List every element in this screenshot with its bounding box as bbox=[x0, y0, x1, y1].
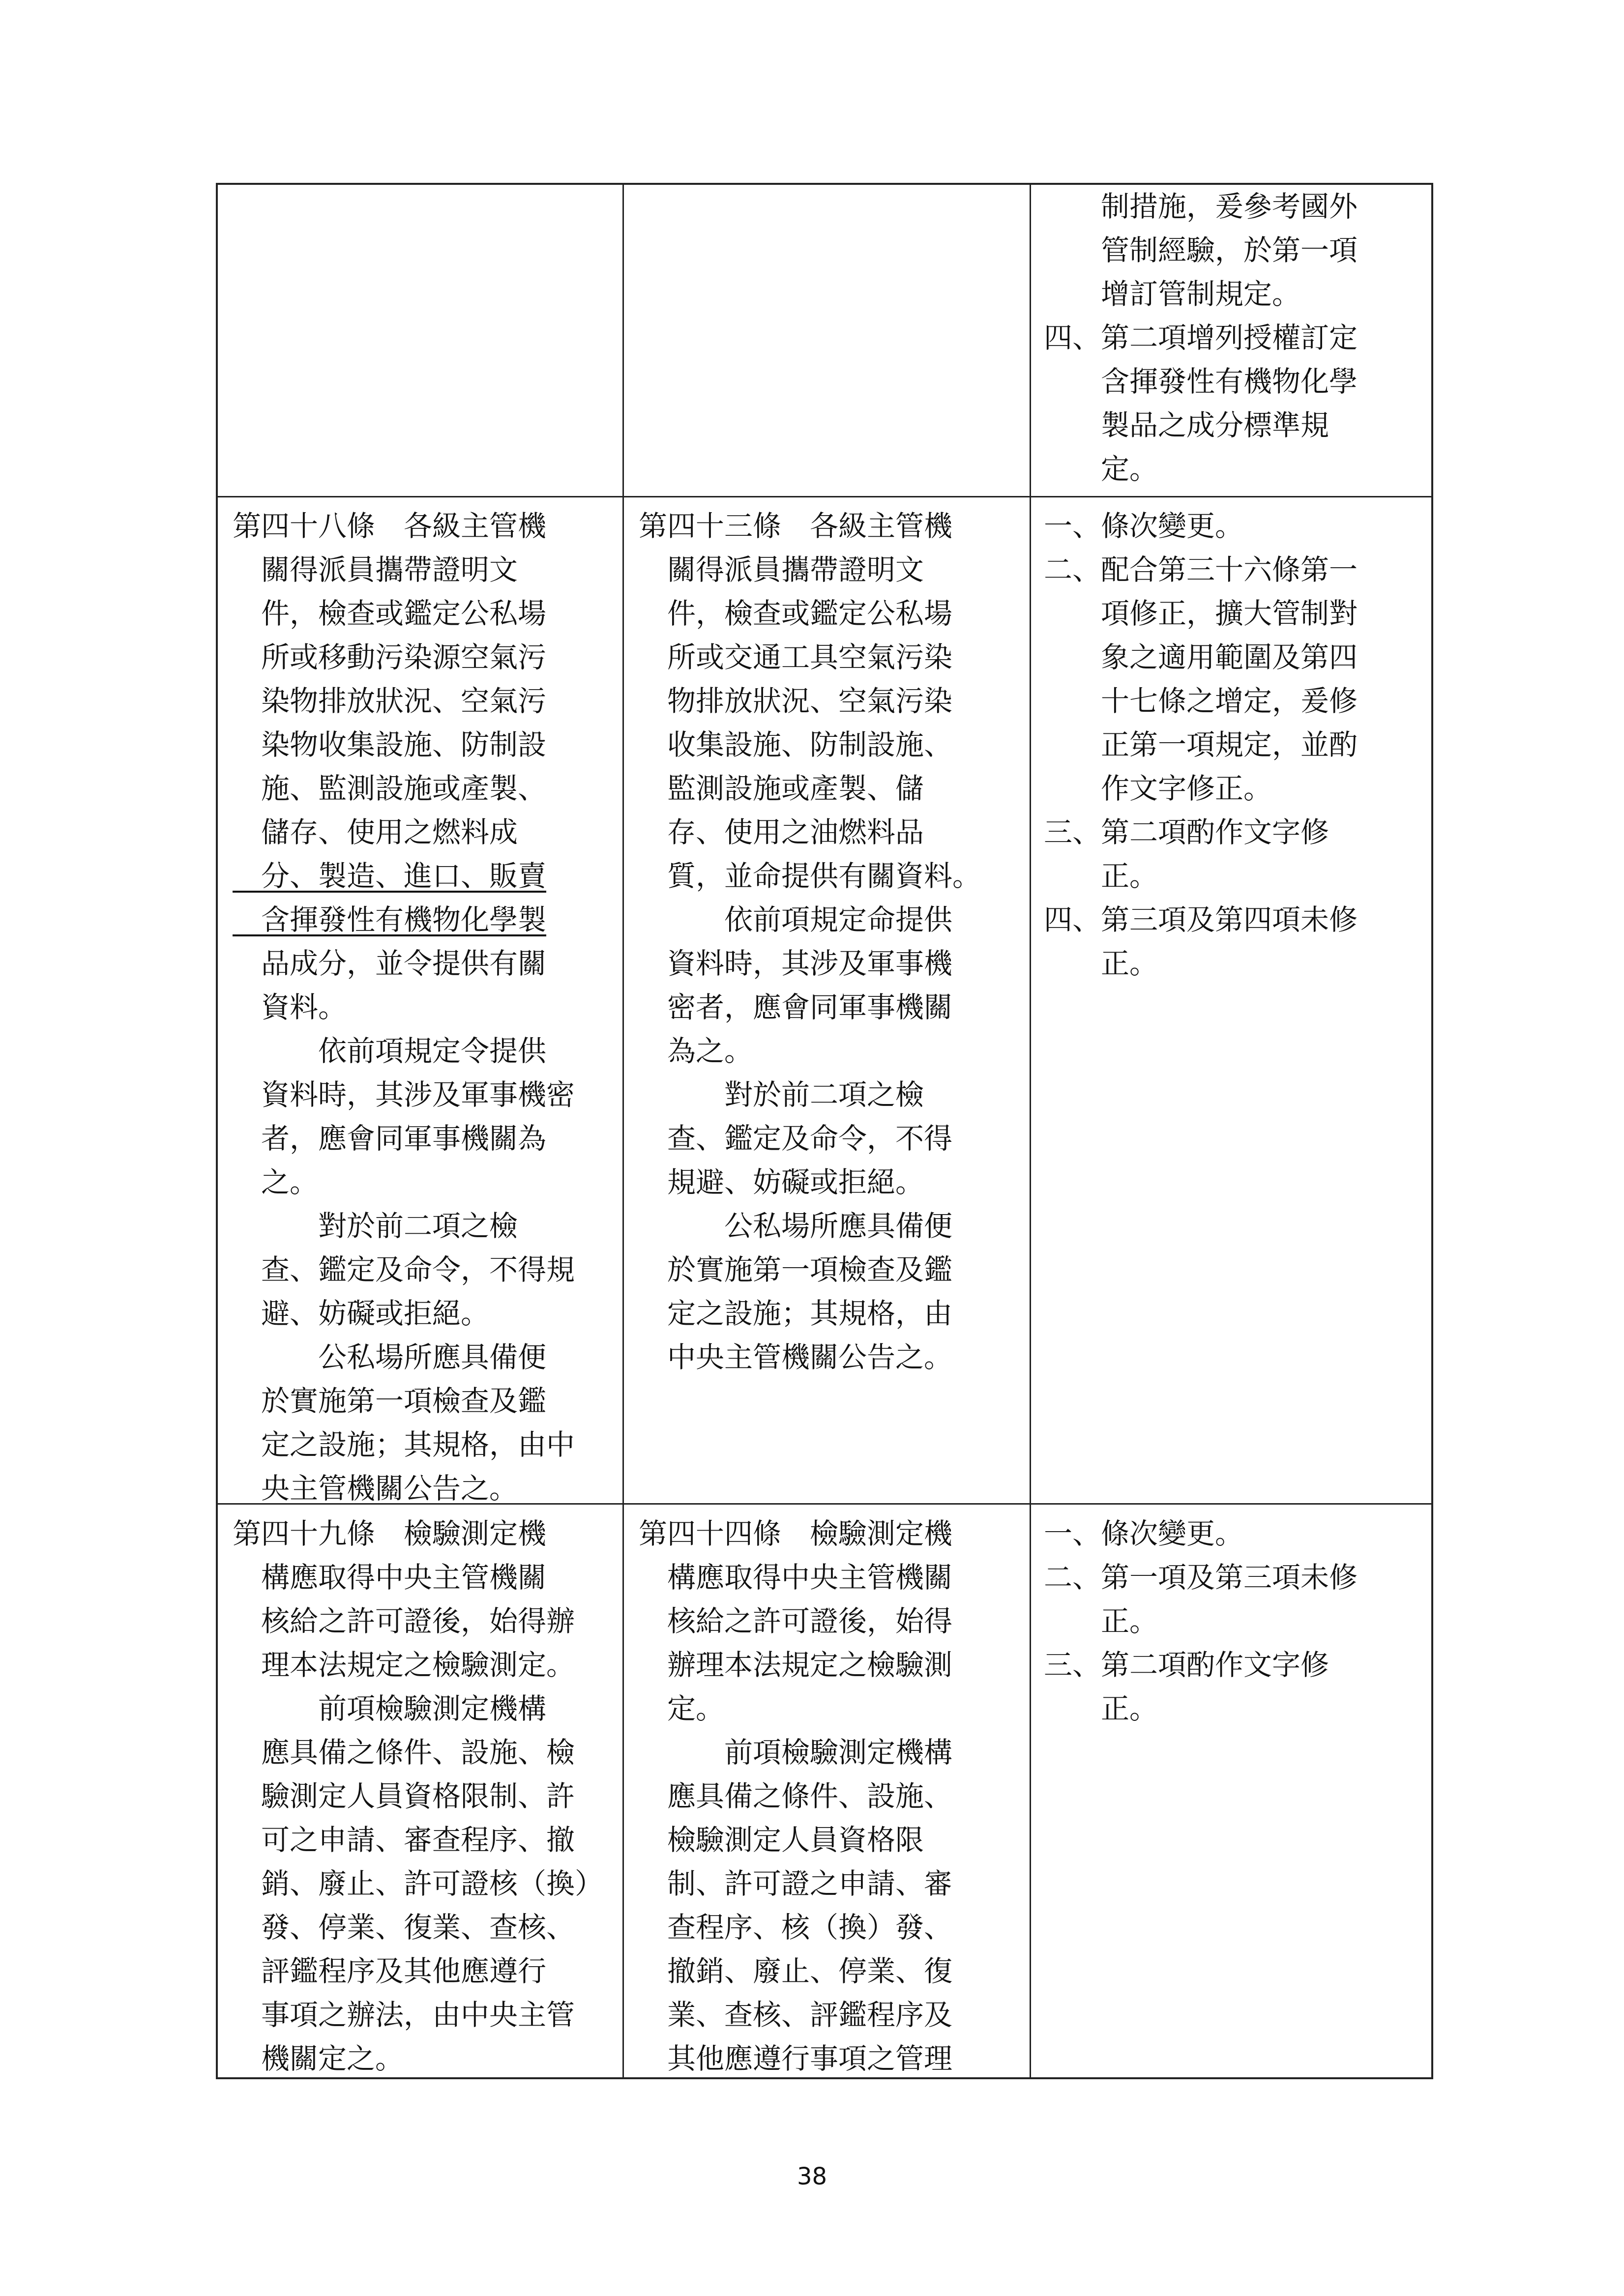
text-line: 三、第二項酌作文字修 bbox=[1044, 1648, 1329, 1682]
text-line: 構應取得中央主管機關 bbox=[639, 1561, 953, 1594]
text-line: 理本法規定之檢驗測定。 bbox=[233, 1648, 575, 1682]
text-line: 定。 bbox=[639, 1692, 725, 1725]
text-line: 染物收集設施、防制設 bbox=[233, 728, 547, 761]
text-line: 監測設施或產製、儲 bbox=[639, 772, 924, 805]
text-line: 製品之成分標準規 bbox=[1044, 408, 1329, 442]
text-line: 第四十四條 檢驗測定機 bbox=[639, 1517, 953, 1550]
text-line: 四、第三項及第四項未修 bbox=[1044, 903, 1358, 936]
text-line: 品成分，並令提供有關 bbox=[233, 947, 547, 980]
text-line: 關得派員攜帶證明文 bbox=[639, 553, 924, 586]
text-line: 於實施第一項檢查及鑑 bbox=[639, 1253, 953, 1286]
text-line: 所或交通工具空氣污染 bbox=[639, 640, 953, 674]
text-line: 央主管機關公告之。 bbox=[233, 1472, 518, 1505]
explanation-cell bbox=[1044, 504, 1427, 986]
text-line: 查程序、核（換）發、 bbox=[639, 1911, 953, 1944]
text-line: 依前項規定令提供 bbox=[233, 1034, 547, 1068]
page-number: 38 bbox=[797, 2163, 827, 2190]
text-line: 制措施，爰參考國外 bbox=[1044, 190, 1358, 223]
text-line: 密者，應會同軍事機關 bbox=[639, 990, 953, 1024]
text-line: 檢驗測定人員資格限 bbox=[639, 1823, 924, 1857]
explanation-cell bbox=[1044, 185, 1427, 491]
text-line: 規避、妨礙或拒絕。 bbox=[639, 1165, 924, 1199]
text-line: 第四十九條 檢驗測定機 bbox=[233, 1517, 547, 1550]
comparison-table bbox=[216, 183, 1433, 2079]
text-line: 前項檢驗測定機構 bbox=[233, 1692, 547, 1725]
text-line: 施、監測設施或產製、 bbox=[233, 772, 547, 805]
text-line: 正。 bbox=[1044, 1692, 1158, 1725]
text-line: 之。 bbox=[233, 1165, 319, 1199]
text-line: 對於前二項之檢 bbox=[233, 1209, 518, 1243]
text-line: 查、鑑定及命令，不得 bbox=[639, 1122, 953, 1155]
text-line: 增訂管制規定。 bbox=[1044, 277, 1301, 311]
text-line: 關得派員攜帶證明文 bbox=[233, 553, 518, 586]
text-line: 公私場所應具備便 bbox=[233, 1340, 547, 1374]
text-line: 象之適用範圍及第四 bbox=[1044, 640, 1358, 674]
explanation-cell bbox=[1044, 1512, 1427, 1731]
text-line: 第四十八條 各級主管機 bbox=[233, 509, 547, 543]
text-line: 撤銷、廢止、停業、復 bbox=[639, 1954, 953, 1988]
text-line: 四、第二項增列授權訂定 bbox=[1044, 321, 1358, 354]
text-line: 一、條次變更。 bbox=[1044, 1517, 1244, 1550]
text-line: 機關定之。 bbox=[233, 2042, 404, 2075]
text-line: 查、鑑定及命令，不得規 bbox=[233, 1253, 575, 1286]
text-line: 分、製造、進口、販賣 bbox=[233, 859, 547, 893]
text-line: 定之設施；其規格，由中 bbox=[233, 1428, 575, 1461]
text-line: 業、查核、評鑑程序及 bbox=[639, 1998, 953, 2032]
text-line: 可之申請、審查程序、撤 bbox=[233, 1823, 575, 1857]
text-line: 所或移動污染源空氣污 bbox=[233, 640, 547, 674]
text-line: 正。 bbox=[1044, 859, 1158, 893]
text-line: 正。 bbox=[1044, 947, 1158, 980]
text-line: 件，檢查或鑑定公私場 bbox=[233, 597, 547, 630]
text-line: 一、條次變更。 bbox=[1044, 509, 1244, 543]
text-line: 管制經驗，於第一項 bbox=[1044, 233, 1358, 267]
text-line: 染物排放狀況、空氣污 bbox=[233, 684, 547, 718]
text-line: 制、許可證之申請、審 bbox=[639, 1867, 953, 1900]
row-divider bbox=[218, 496, 1431, 497]
text-line: 前項檢驗測定機構 bbox=[639, 1736, 953, 1769]
text-line: 對於前二項之檢 bbox=[639, 1078, 924, 1111]
new-article-cell bbox=[233, 1512, 616, 2081]
text-line: 儲存、使用之燃料成 bbox=[233, 815, 518, 849]
text-line: 作文字修正。 bbox=[1044, 772, 1272, 805]
text-line: 為之。 bbox=[639, 1034, 753, 1068]
text-line: 評鑑程序及其他應遵行 bbox=[233, 1954, 547, 1988]
text-line: 正第一項規定，並酌 bbox=[1044, 728, 1358, 761]
text-line: 構應取得中央主管機關 bbox=[233, 1561, 547, 1594]
text-line: 質，並命提供有關資料。 bbox=[639, 859, 981, 893]
column-divider bbox=[622, 185, 624, 2077]
text-line: 定之設施；其規格，由 bbox=[639, 1297, 953, 1330]
text-line: 公私場所應具備便 bbox=[639, 1209, 953, 1243]
old-article-cell bbox=[639, 504, 1022, 1379]
text-line: 事項之辦法，由中央主管 bbox=[233, 1998, 575, 2032]
old-article-cell bbox=[639, 1512, 1022, 2081]
text-line: 含揮發性有機物化學 bbox=[1044, 365, 1358, 398]
text-line: 避、妨礙或拒絕。 bbox=[233, 1297, 490, 1330]
text-line: 核給之許可證後，始得辦 bbox=[233, 1604, 575, 1638]
text-line: 核給之許可證後，始得 bbox=[639, 1604, 953, 1638]
text-line: 件，檢查或鑑定公私場 bbox=[639, 597, 953, 630]
text-line: 銷、廢止、許可證核（換） bbox=[233, 1867, 604, 1900]
text-line: 二、配合第三十六條第一 bbox=[1044, 553, 1358, 586]
text-line: 二、第一項及第三項未修 bbox=[1044, 1561, 1358, 1594]
text-line: 三、第二項酌作文字修 bbox=[1044, 815, 1329, 849]
text-line: 者，應會同軍事機關為 bbox=[233, 1122, 547, 1155]
text-line: 十七條之增定，爰修 bbox=[1044, 684, 1358, 718]
text-line: 第四十三條 各級主管機 bbox=[639, 509, 953, 543]
text-line: 辦理本法規定之檢驗測 bbox=[639, 1648, 953, 1682]
text-line: 正。 bbox=[1044, 1604, 1158, 1638]
new-article-cell bbox=[233, 504, 616, 1511]
text-line: 收集設施、防制設施、 bbox=[639, 728, 953, 761]
text-line: 驗測定人員資格限制、許 bbox=[233, 1779, 575, 1813]
text-line: 應具備之條件、設施、 bbox=[639, 1779, 953, 1813]
text-line: 存、使用之油燃料品 bbox=[639, 815, 924, 849]
text-line: 資料時，其涉及軍事機密 bbox=[233, 1078, 575, 1111]
text-line: 資料時，其涉及軍事機 bbox=[639, 947, 953, 980]
text-line: 資料。 bbox=[233, 990, 347, 1024]
text-line: 其他應遵行事項之管理 bbox=[639, 2042, 953, 2075]
text-line: 依前項規定命提供 bbox=[639, 903, 953, 936]
text-line: 發、停業、復業、查核、 bbox=[233, 1911, 575, 1944]
text-line: 項修正，擴大管制對 bbox=[1044, 597, 1358, 630]
text-line: 應具備之條件、設施、檢 bbox=[233, 1736, 575, 1769]
text-line: 物排放狀況、空氣污染 bbox=[639, 684, 953, 718]
text-line: 含揮發性有機物化學製 bbox=[233, 903, 547, 936]
text-line: 定。 bbox=[1044, 452, 1158, 486]
text-line: 中央主管機關公告之。 bbox=[639, 1340, 953, 1374]
text-line: 於實施第一項檢查及鑑 bbox=[233, 1384, 547, 1418]
column-divider bbox=[1030, 185, 1031, 2077]
